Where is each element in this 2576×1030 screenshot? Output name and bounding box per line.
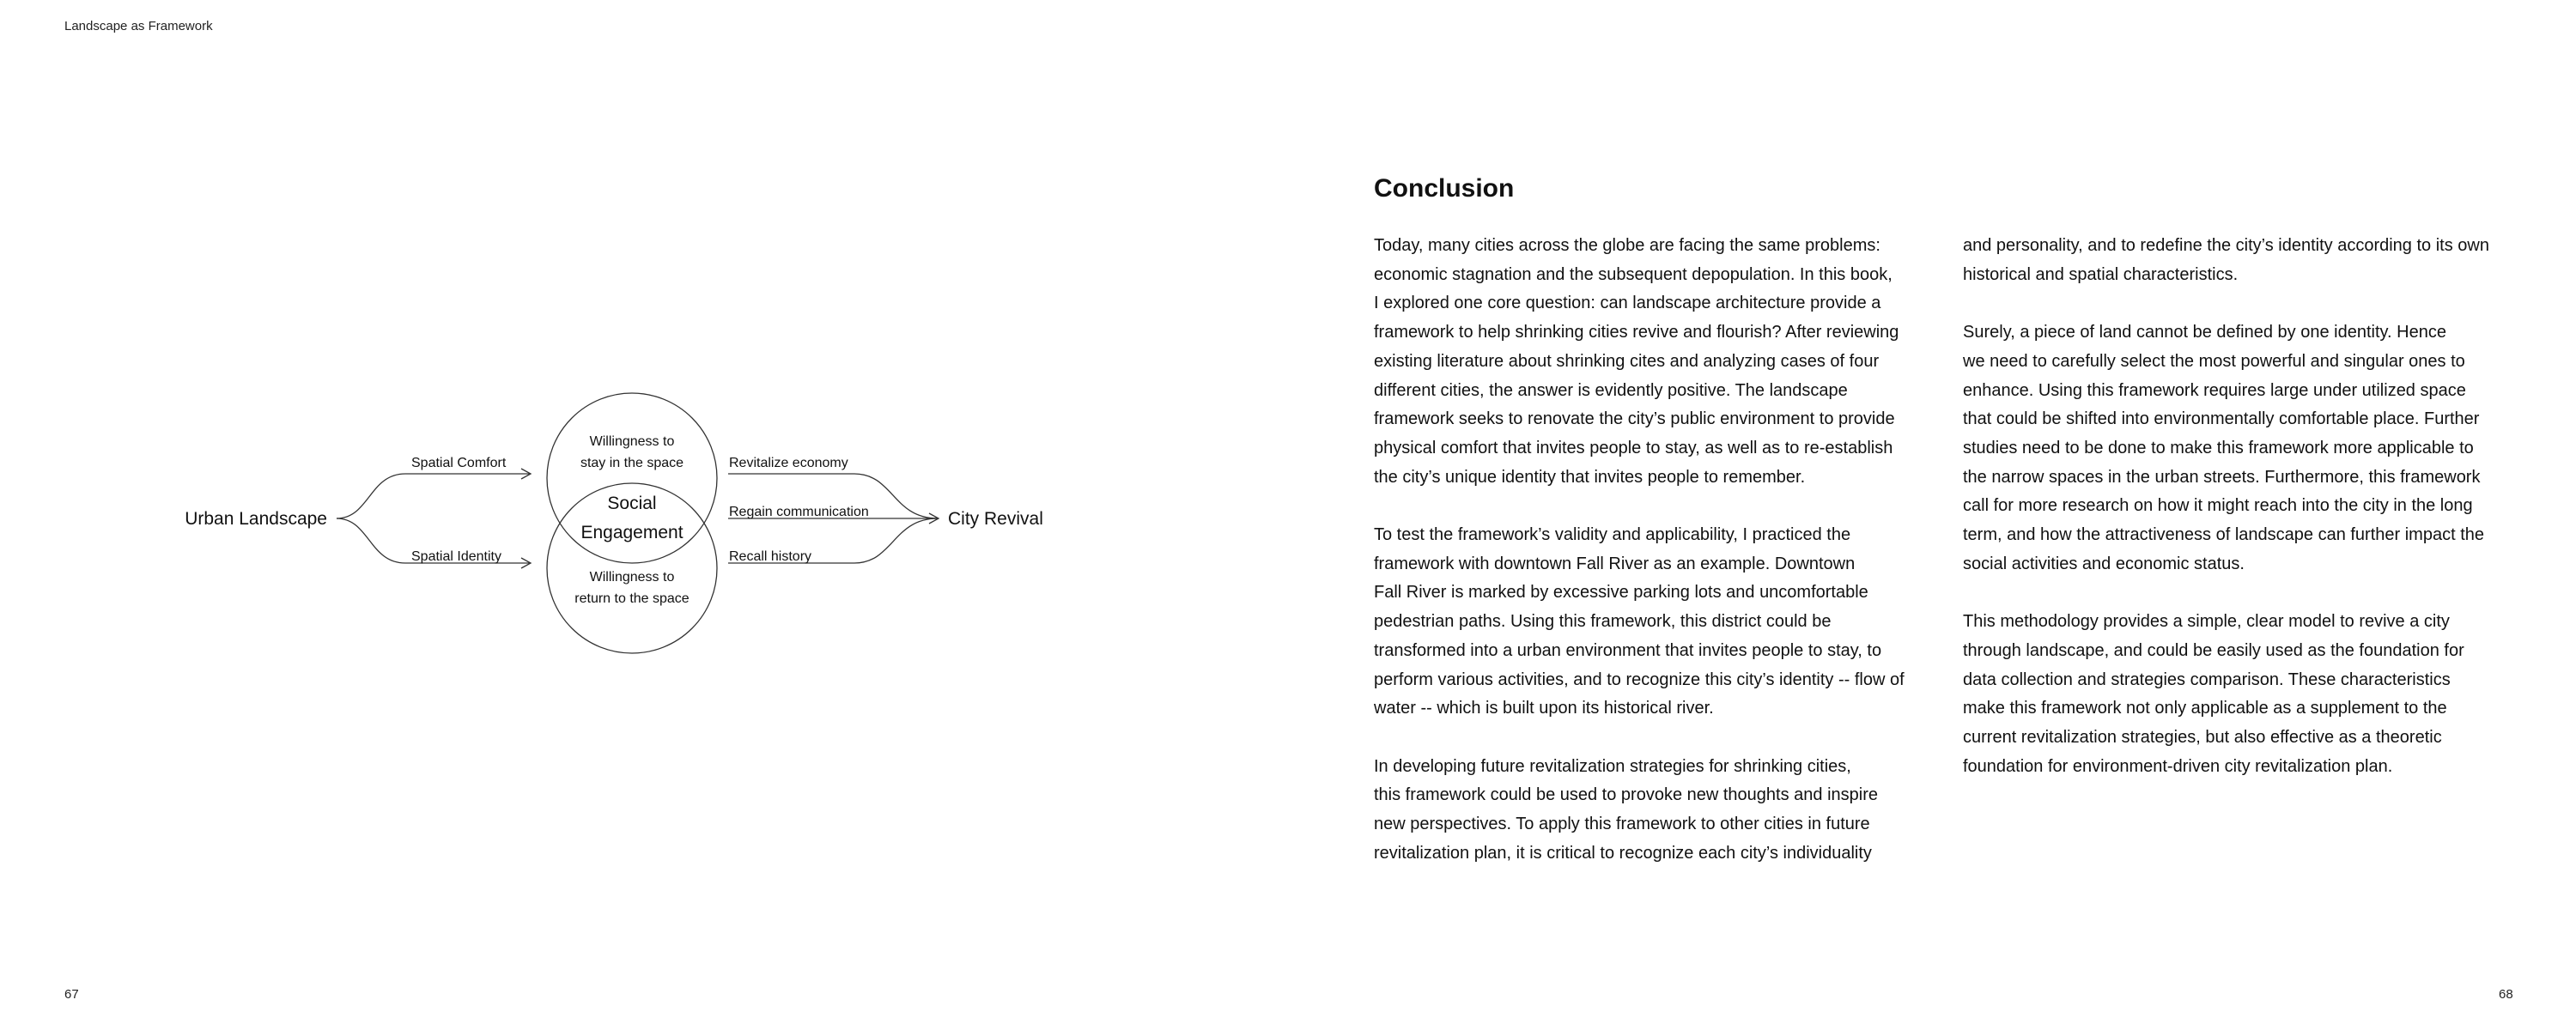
text-line: physical comfort that invites people to stay, as well as to re-establish [1374, 438, 1893, 457]
source-label: Urban Landscape [185, 509, 327, 529]
input-top-label: Spatial Comfort [411, 456, 507, 470]
text-line: this framework could be used to provoke new thoughts and inspire [1374, 785, 1879, 805]
text-line: call for more research on how it might reach into the city in the long [1963, 496, 2473, 516]
output-top-label: Revitalize economy [729, 456, 848, 470]
bottom-circle-line-2: return to the space [574, 591, 690, 606]
text-line: Fall River is marked by excessive parking lots and uncomfortable [1374, 583, 1868, 603]
text-line: pedestrian paths. Using this framework, this district could be [1374, 612, 1832, 632]
top-circle-line-1: Willingness to [589, 434, 675, 449]
text-line: data collection and strategies comparison. These characteristics [1963, 670, 2451, 689]
center-line-1: Social [607, 494, 657, 513]
text-line: studies need to be done to make this framework more applicable to [1963, 438, 2474, 457]
text-line: water -- which is built upon its historical river. [1374, 699, 1714, 718]
paragraph [1963, 232, 2521, 289]
text-line: Today, many cities across the globe are facing the same problems: [1374, 236, 1880, 255]
center-line-2: Engagement [580, 523, 683, 542]
text-line: different cities, the answer is evidently positive. The landscape [1374, 380, 1848, 400]
output-bottom-label: Recall history [729, 549, 812, 564]
text-line: that could be shifted into environmentally comfortable place. Further [1963, 409, 2480, 429]
paragraph [1374, 521, 1932, 724]
text-line: and personality, and to redefine the city’s identity according to its own [1963, 236, 2489, 255]
input-branch-top [337, 474, 530, 518]
text-line: term, and how the attractiveness of landscape can further impact the [1963, 525, 2484, 545]
framework-diagram [0, 0, 1202, 704]
input-bottom-label: Spatial Identity [411, 549, 501, 564]
paragraph [1374, 232, 1932, 492]
top-circle-line-2: stay in the space [580, 456, 684, 470]
paragraph [1963, 608, 2521, 781]
paragraph [1374, 753, 1932, 869]
text-line: make this framework not only applicable as a supplement to the [1963, 699, 2447, 718]
paragraph [1963, 318, 2521, 579]
text-line: To test the framework’s validity and applicability, I practiced the [1374, 525, 1851, 545]
text-line: framework to help shrinking cities revive and flourish? After reviewing [1374, 323, 1899, 342]
bottom-circle-line-1: Willingness to [589, 570, 675, 585]
text-line: we need to carefully select the most powerful and singular ones to [1963, 351, 2465, 371]
text-line: through landscape, and could be easily used as the foundation for [1963, 640, 2464, 660]
text-column-2 [1963, 232, 2521, 781]
text-line: In developing future revitalization strategies for shrinking cities, [1374, 756, 1851, 776]
text-line: framework with downtown Fall River as an example. Downtown [1374, 554, 1856, 573]
text-line: foundation for environment-driven city revitalization plan. [1963, 756, 2393, 776]
text-line: historical and spatial characteristics. [1963, 264, 2239, 284]
running-head: Landscape as Framework [64, 19, 213, 33]
text-line: the narrow spaces in the urban streets. Furthermore, this framework [1963, 467, 2481, 487]
text-column-1 [1374, 232, 1932, 868]
text-line: new perspectives. To apply this framework to other cities in future [1374, 815, 1870, 834]
text-line: I explored one core question: can landscape architecture provide a [1374, 294, 1881, 313]
page-number-right: 68 [2499, 987, 2513, 1002]
text-line: This methodology provides a simple, clear model to revive a city [1963, 612, 2450, 632]
text-line: framework seeks to renovate the city’s public environment to provide [1374, 409, 1895, 429]
text-line: transformed into a urban environment that invites people to stay, to [1374, 640, 1882, 660]
text-line: the city’s unique identity that invites people to remember. [1374, 467, 1806, 487]
text-line: Surely, a piece of land cannot be defined by one identity. Hence [1963, 323, 2446, 342]
output-middle-label: Regain communication [729, 505, 869, 519]
text-line: enhance. Using this framework requires large under utilized space [1963, 380, 2466, 400]
text-line: current revitalization strategies, but also effective as a theoretic [1963, 727, 2442, 747]
conclusion-title: Conclusion [1374, 174, 1515, 203]
text-line: revitalization plan, it is critical to recognize each city’s individuality [1374, 843, 1872, 863]
page-number-left: 67 [64, 987, 79, 1002]
text-line: perform various activities, and to recognize this city’s identity -- flow of [1374, 670, 1905, 689]
text-line: social activities and economic status. [1963, 554, 2245, 573]
text-line: economic stagnation and the subsequent depopulation. In this book, [1374, 264, 1893, 284]
target-label: City Revival [948, 509, 1043, 529]
text-line: existing literature about shrinking cites and analyzing cases of four [1374, 351, 1880, 371]
